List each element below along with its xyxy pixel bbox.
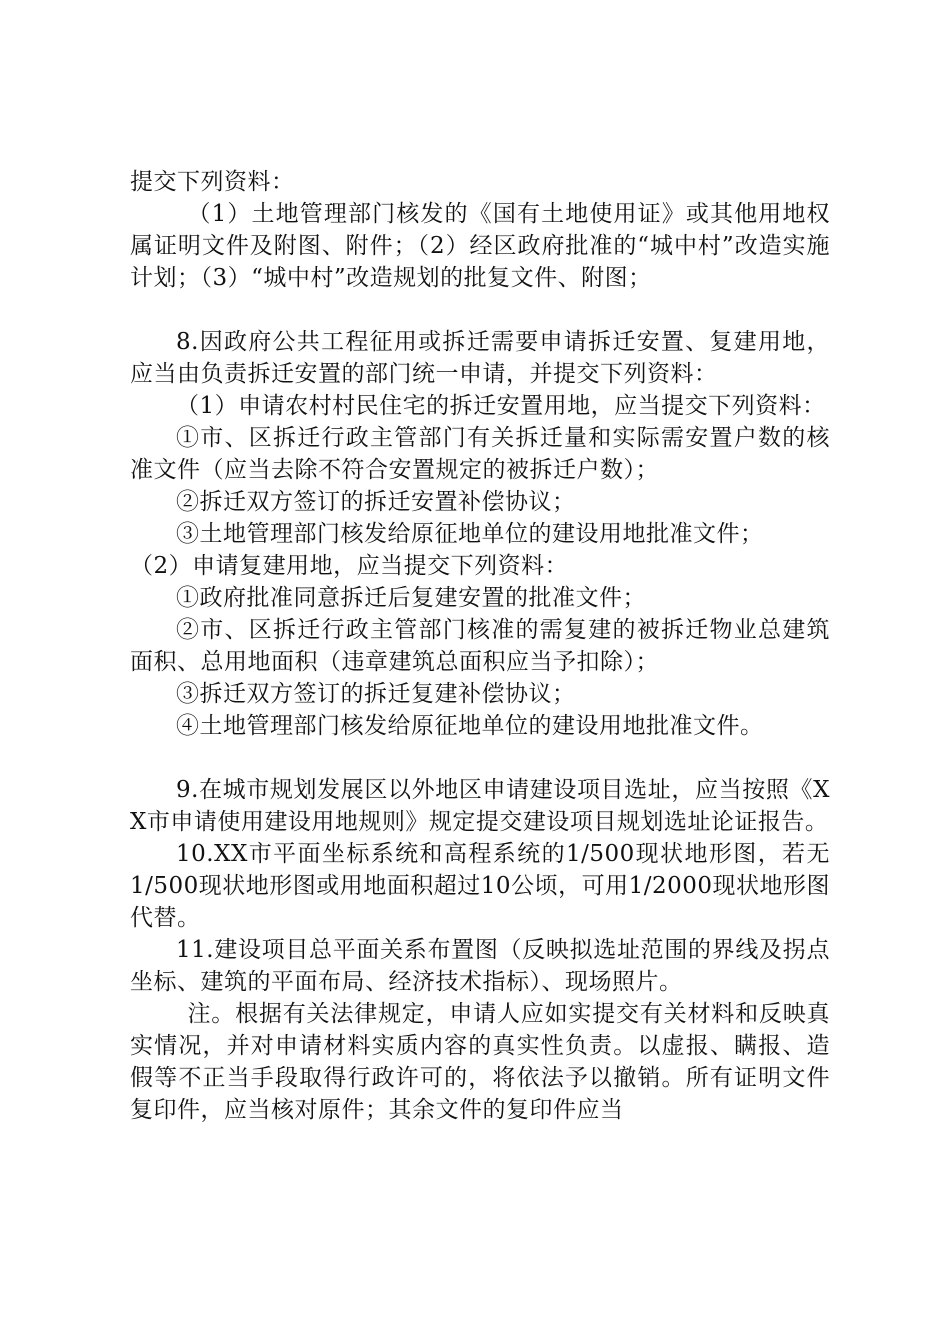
paragraph-materials-list: （1）土地管理部门核发的《国有土地使用证》或其他用地权属证明文件及附图、附件；（2）经区政府批准的“城中村”改造实施计划；（3）“城中村”改造规划的批复文件、附图；: [130, 201, 830, 291]
paragraph-gap: [130, 294, 830, 326]
document-body: [130, 166, 830, 1126]
paragraph-note: 注。根据有关法律规定，申请人应如实提交有关材料和反映真实情况，并对申请材料实质内容的真实性负责。以虚报、瞒报、造假等不正当手段取得行政许可的，将依法予以撤销。所有证明文件复印件，应当核对原件；其余文件的复印件应当: [130, 1001, 830, 1123]
paragraph-item-8-2: （2）申请复建用地，应当提交下列资料：: [130, 553, 569, 579]
paragraph-item-8: 8.因政府公共工程征用或拆迁需要申请拆迁安置、复建用地，应当由负责拆迁安置的部门统一申请，并提交下列资料：: [130, 329, 830, 387]
paragraph-item-8-2-a: ①政府批准同意拆迁后复建安置的批准文件；: [176, 585, 646, 611]
paragraph-item-8-1-a: ①市、区拆迁行政主管部门有关拆迁量和实际需安置户数的核准文件（应当去除不符合安置规定的被拆迁户数）；: [130, 425, 830, 483]
paragraph-item-9: 9.在城市规划发展区以外地区申请建设项目选址，应当按照《XX市申请使用建设用地规则》规定提交建设项目规划选址论证报告。: [130, 777, 830, 835]
paragraph-gap: [130, 742, 830, 774]
paragraph-intro: 提交下列资料：: [130, 169, 295, 195]
paragraph-item-8-1: （1）申请农村村民住宅的拆迁安置用地，应当提交下列资料：: [176, 393, 826, 419]
paragraph-item-8-2-b: ②市、区拆迁行政主管部门核准的需复建的被拆迁物业总建筑面积、总用地面积（违章建筑总面积应当予扣除）；: [130, 617, 830, 675]
paragraph-item-8-1-c: ③土地管理部门核发给原征地单位的建设用地批准文件；: [176, 521, 764, 547]
paragraph-item-11: 11.建设项目总平面关系布置图（反映拟选址范围的界线及拐点坐标、建筑的平面布局、经济技术指标）、现场照片。: [130, 937, 830, 995]
paragraph-item-8-2-c: ③拆迁双方签订的拆迁复建补偿协议；: [176, 681, 576, 707]
paragraph-item-8-2-d: ④土地管理部门核发给原征地单位的建设用地批准文件。: [176, 713, 764, 739]
paragraph-item-10: 10.XX市平面坐标系统和高程系统的1/500现状地形图，若无1/500现状地形图或用地面积超过10公顷，可用1/2000现状地形图代替。: [130, 841, 830, 931]
paragraph-item-8-1-b: ②拆迁双方签订的拆迁安置补偿协议；: [176, 489, 576, 515]
